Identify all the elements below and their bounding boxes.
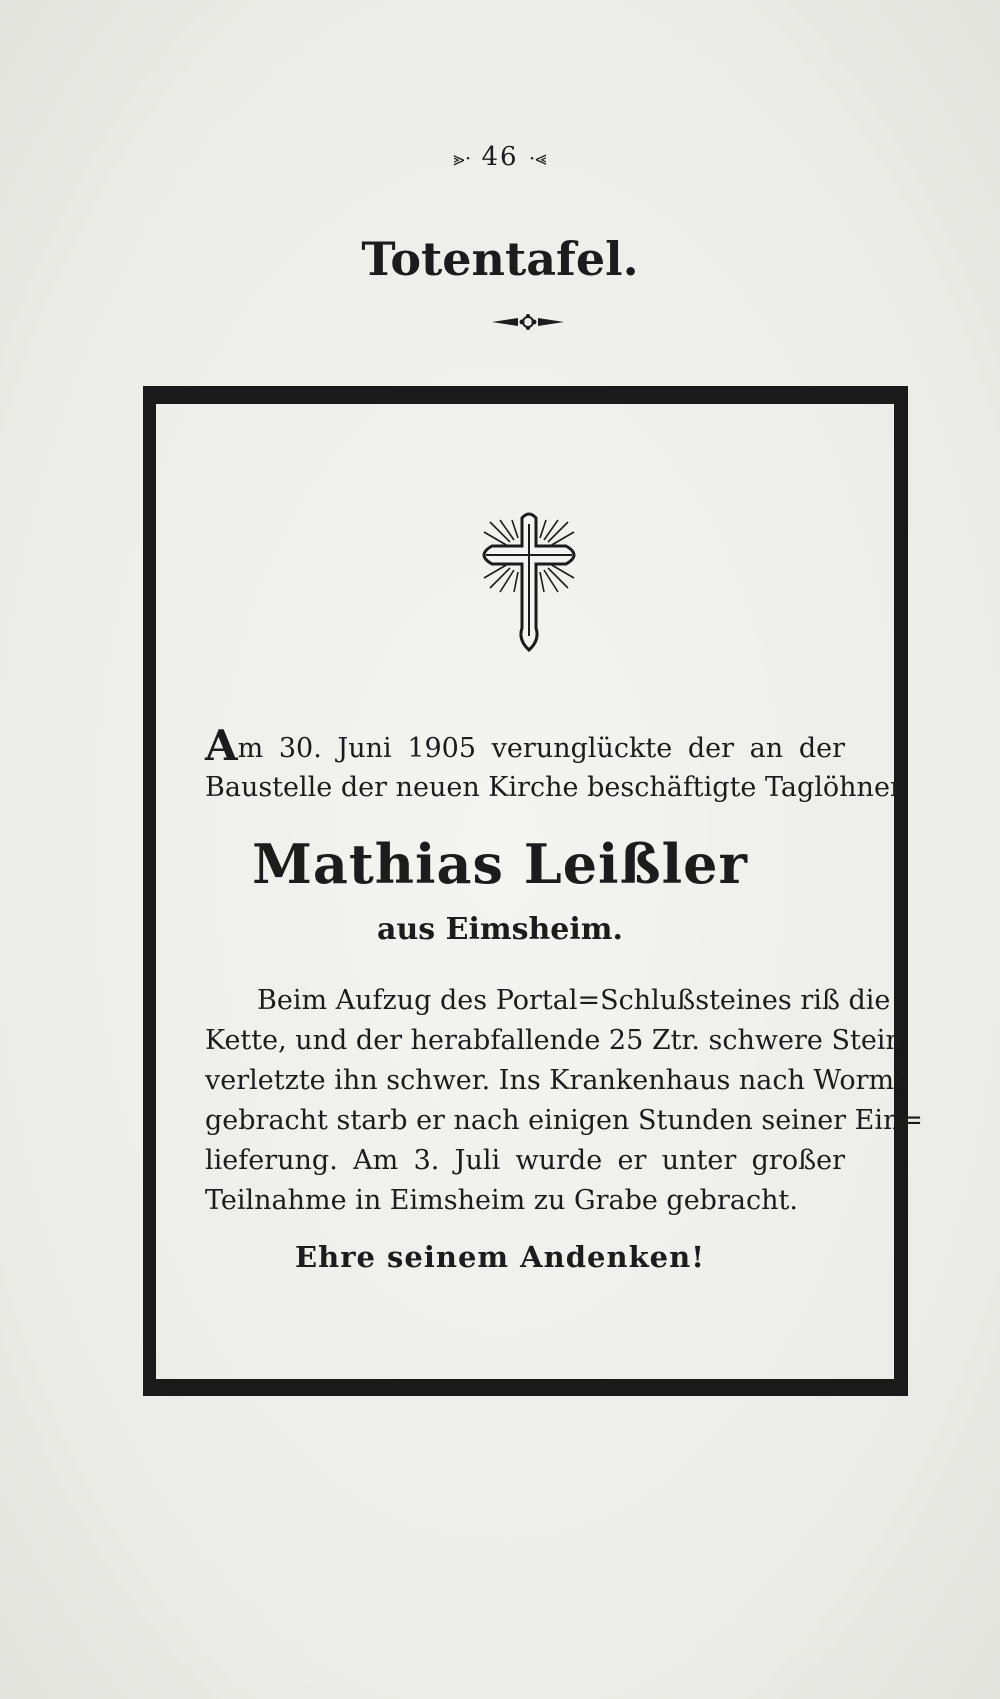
right-arrow-icon: ⪢· <box>453 146 472 170</box>
deceased-name: Mathias Leißler <box>252 832 748 896</box>
page-number: 46 <box>481 142 519 172</box>
body-line-1: Beim Aufzug des Portal=Schlußsteines riß die <box>257 985 891 1016</box>
page-number-line <box>0 142 1000 172</box>
ornament-divider-icon <box>490 308 566 336</box>
deceased-origin: aus Eimsheim. <box>377 912 623 947</box>
body-line-5: lieferung. Am 3. Juli wurde er unter großer <box>205 1145 845 1176</box>
section-title: Totentafel. <box>361 232 639 286</box>
intro-text-1: m 30. Juni 1905 verunglückte der an der <box>237 733 845 764</box>
drop-cap: A <box>205 721 238 770</box>
body-line-4: gebracht starb er nach einigen Stunden seiner Ein= <box>205 1105 924 1136</box>
body-line-3: verletzte ihn schwer. Ins Krankenhaus nach Worms <box>205 1065 909 1096</box>
intro-line-2: Baustelle der neuen Kirche beschäftigte Taglöhner <box>205 772 903 803</box>
cross-icon <box>470 512 588 652</box>
intro-line-1 <box>205 721 845 770</box>
body-line-6: Teilnahme in Eimsheim zu Grabe gebracht. <box>205 1185 798 1216</box>
closing-phrase: Ehre seinem Andenken! <box>295 1240 705 1274</box>
left-arrow-icon: ·⪡ <box>528 146 547 170</box>
body-line-2: Kette, und der herabfallende 25 Ztr. schwere Stein <box>205 1025 903 1056</box>
